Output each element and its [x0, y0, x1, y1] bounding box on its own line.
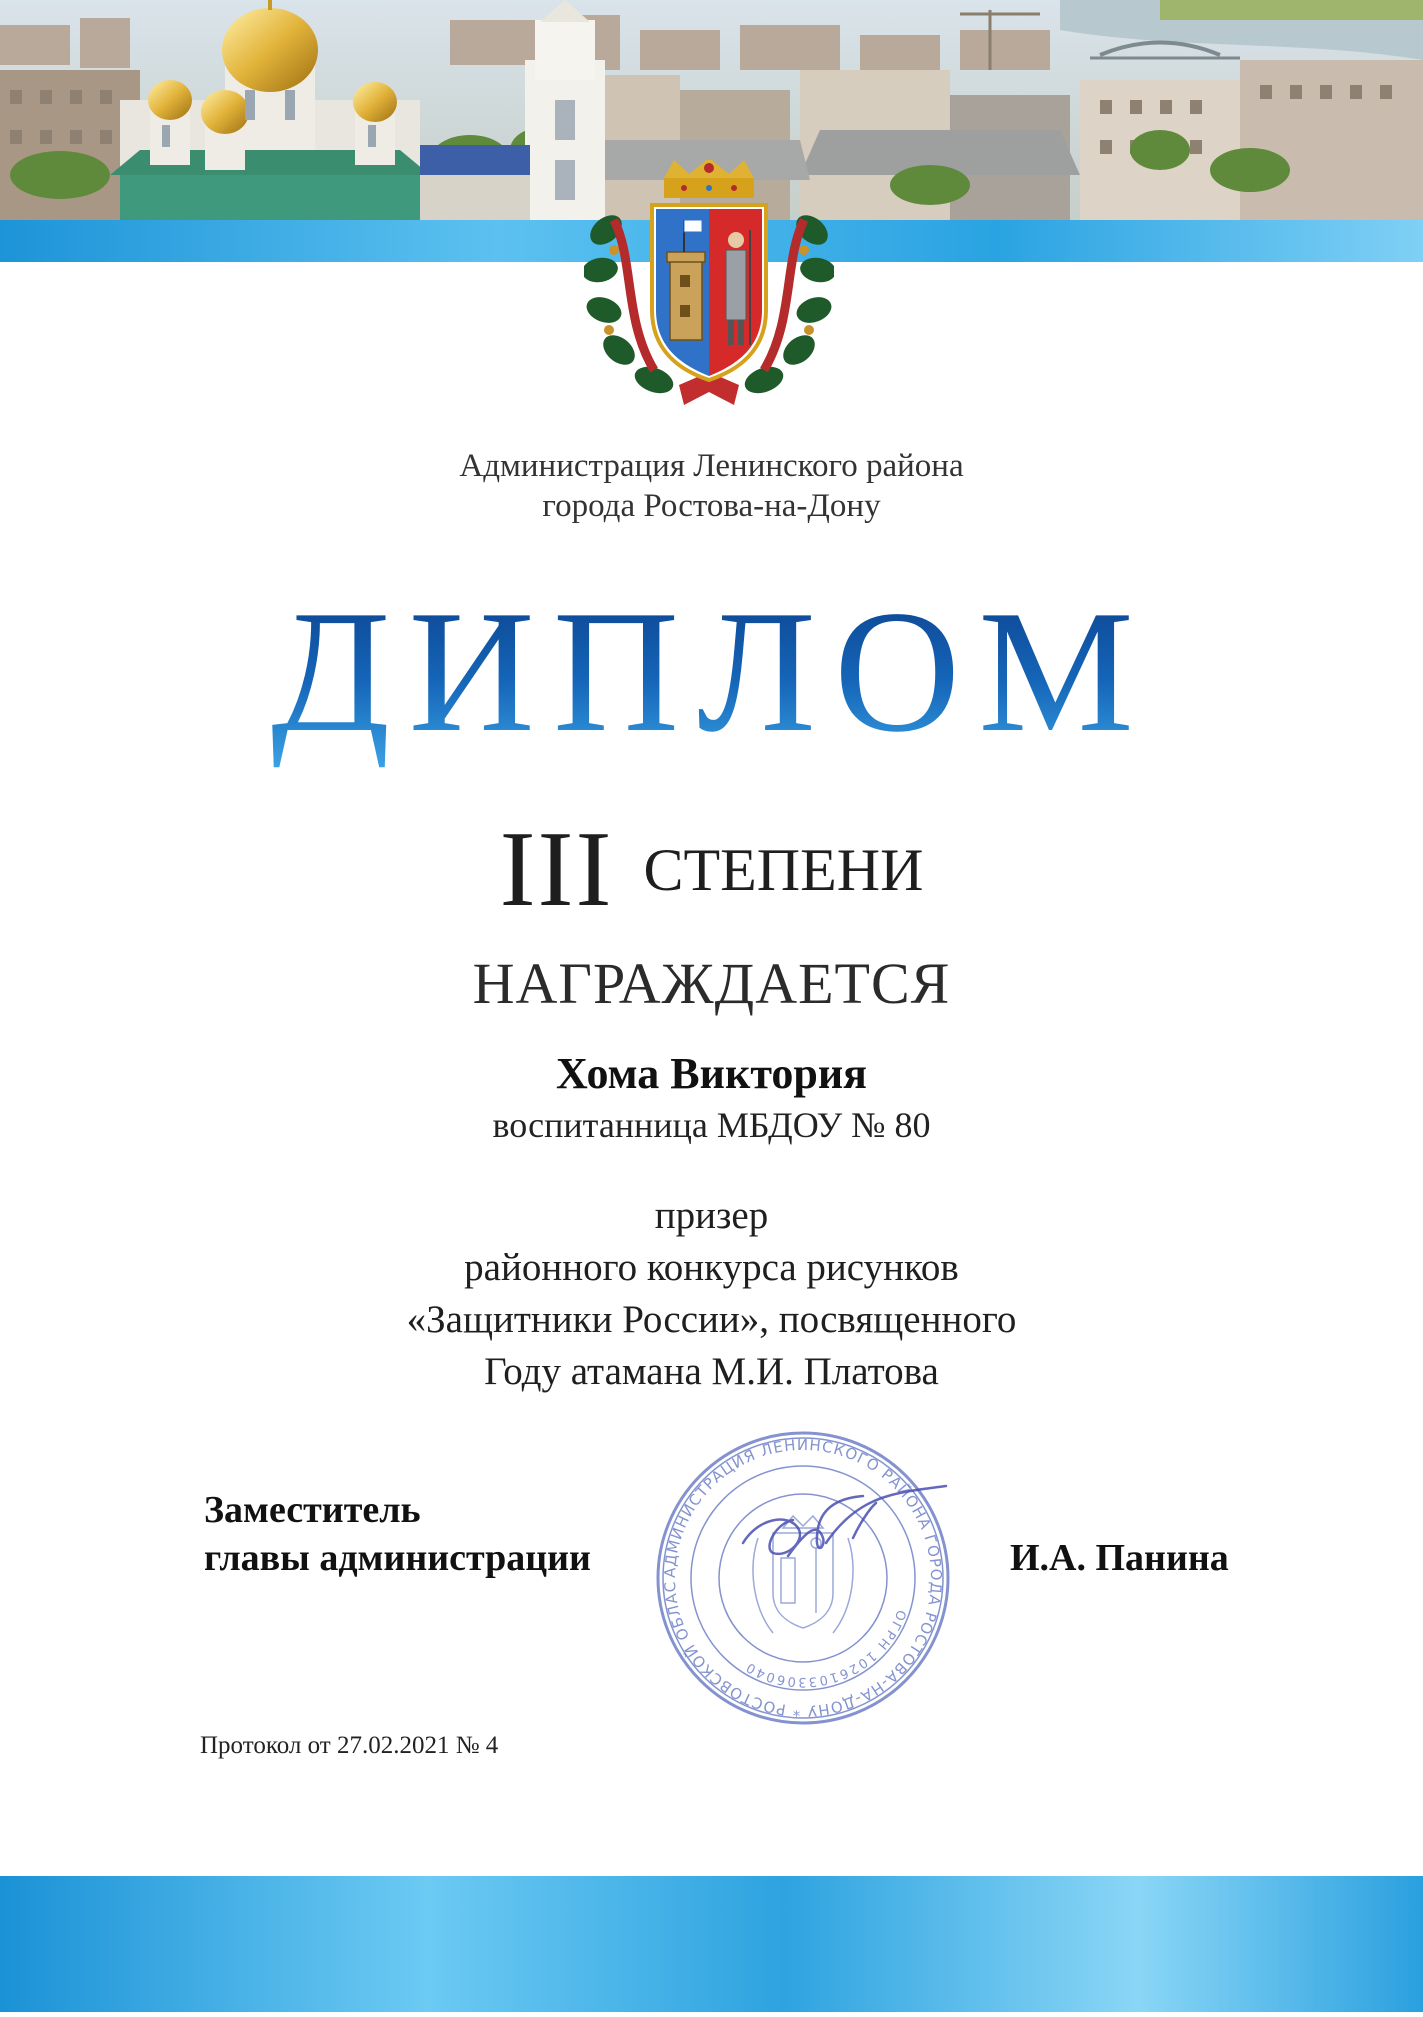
reason-line-2: районного конкурса рисунков — [464, 1246, 959, 1289]
coat-of-arms-icon — [584, 160, 834, 415]
protocol-reference: Протокол от 27.02.2021 № 4 — [200, 1732, 499, 1759]
reason-line-3: «Защитники России», посвященного — [406, 1298, 1017, 1341]
signatory-title-line-2: главы администрации — [204, 1537, 591, 1579]
reason-line-1: призер — [654, 1194, 769, 1237]
degree-roman-numeral: III — [499, 810, 614, 929]
degree-word: СТЕПЕНИ — [643, 836, 924, 903]
diploma-degree — [0, 808, 1423, 932]
organization-line-2: города Ростова-на-Дону — [542, 488, 881, 524]
stamp-ogrn-text: ОГРН 1026103306040 — [742, 1607, 909, 1690]
stamp-seal-icon — [648, 1428, 958, 1728]
stamp-ring-text: АДМИНИСТРАЦИЯ ЛЕНИНСКОГО РАЙОНА ГОРОДА РОСТОВА-НА-ДОНУ * РОСТОВСКОЙ ОБЛАС — [660, 1435, 946, 1721]
footer-stripe — [0, 1876, 1423, 2012]
signatory-name: И.А. Панина — [1010, 1537, 1229, 1579]
awarded-heading: НАГРАЖДАЕТСЯ — [472, 951, 951, 1016]
coat-of-arms-emblem — [584, 160, 834, 415]
official-stamp — [648, 1428, 958, 1728]
signatory-title-line-1: Заместитель — [204, 1489, 421, 1531]
organization-line-1: Администрация Ленинского района — [459, 448, 964, 484]
recipient-description: воспитанница МБДОУ № 80 — [492, 1105, 931, 1145]
reason-line-4: Году атамана М.И. Платова — [484, 1350, 939, 1393]
diploma-title — [0, 580, 1423, 780]
recipient-name: Хома Виктория — [556, 1049, 867, 1098]
diploma-title-text: ДИПЛОМ — [271, 580, 1152, 768]
